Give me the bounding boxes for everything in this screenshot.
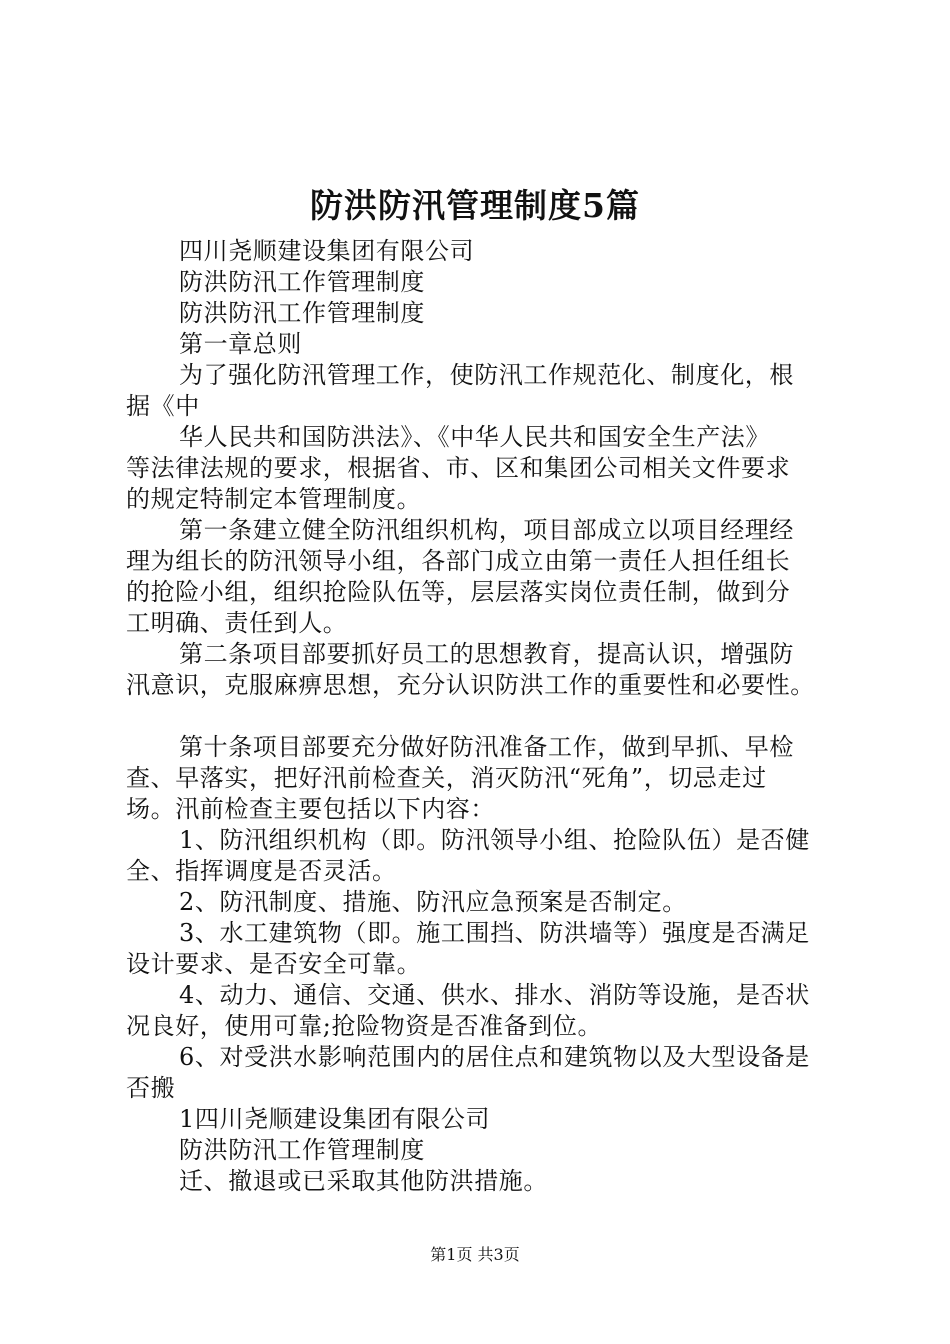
paragraph-line: 第二条项目部要抓好员工的思想教育，提高认识，增强防 [179, 640, 794, 668]
paragraph-line: 据《中 [126, 392, 200, 420]
paragraph-line: 的抢险小组，组织抢险队伍等，层层落实岗位责任制，做到分 [126, 578, 791, 606]
document-body [126, 236, 838, 1197]
paragraph-line: 理为组长的防汛领导小组，各部门成立由第一责任人担任组长 [126, 547, 791, 575]
paragraph-line: 否搬 [126, 1074, 176, 1102]
paragraph-line: 2、防汛制度、措施、防汛应急预案是否制定。 [179, 888, 687, 916]
paragraph-line: 迁、撤退或已采取其他防洪措施。 [179, 1167, 548, 1195]
paragraph-line: 第一条建立健全防汛组织机构，项目部成立以项目经理经 [179, 516, 794, 544]
paragraph-line: 防洪防汛工作管理制度 [179, 299, 425, 327]
paragraph-line: 的规定特制定本管理制度。 [126, 485, 422, 513]
paragraph-line: 3、水工建筑物（即。施工围挡、防洪墙等）强度是否满足 [179, 919, 810, 947]
paragraph-line: 1四川尧顺建设集团有限公司 [179, 1105, 491, 1133]
paragraph-line: 设计要求、是否安全可靠。 [126, 950, 422, 978]
paragraph-line: 1、防汛组织机构（即。防汛领导小组、抢险队伍）是否健 [179, 826, 810, 854]
paragraph-line: 查、早落实，把好汛前检查关，消灭防汛“死角”，切忌走过 [126, 764, 767, 792]
paragraph-line: 第一章总则 [179, 330, 302, 358]
blank-line [126, 701, 838, 732]
document-title: 防洪防汛管理制度5篇 [310, 186, 640, 225]
paragraph-line: 第十条项目部要充分做好防汛准备工作，做到早抓、早检 [179, 733, 794, 761]
paragraph-line: 6、对受洪水影响范围内的居住点和建筑物以及大型设备是 [179, 1043, 810, 1071]
paragraph-line: 防洪防汛工作管理制度 [179, 268, 425, 296]
paragraph-line: 等法律法规的要求，根据省、市、区和集团公司相关文件要求 [126, 454, 791, 482]
paragraph-line: 防洪防汛工作管理制度 [179, 1136, 425, 1164]
paragraph-line: 汛意识，克服麻痹思想，充分认识防洪工作的重要性和必要性。 [126, 671, 815, 699]
paragraph-line: 4、动力、通信、交通、供水、排水、消防等设施，是否状 [179, 981, 810, 1009]
paragraph-line: 全、指挥调度是否灵活。 [126, 857, 397, 885]
paragraph-line: 华人民共和国防洪法》、《中华人民共和国安全生产法》 [179, 423, 770, 451]
page-footer: 第1页 共3页 [430, 1245, 520, 1264]
paragraph-line: 工明确、责任到人。 [126, 609, 348, 637]
paragraph-line: 场。汛前检查主要包括以下内容： [126, 795, 495, 823]
paragraph-line: 况良好，使用可靠;抢险物资是否准备到位。 [126, 1012, 603, 1040]
paragraph-line: 为了强化防汛管理工作，使防汛工作规范化、制度化，根 [179, 361, 794, 389]
paragraph-line: 四川尧顺建设集团有限公司 [179, 237, 475, 265]
